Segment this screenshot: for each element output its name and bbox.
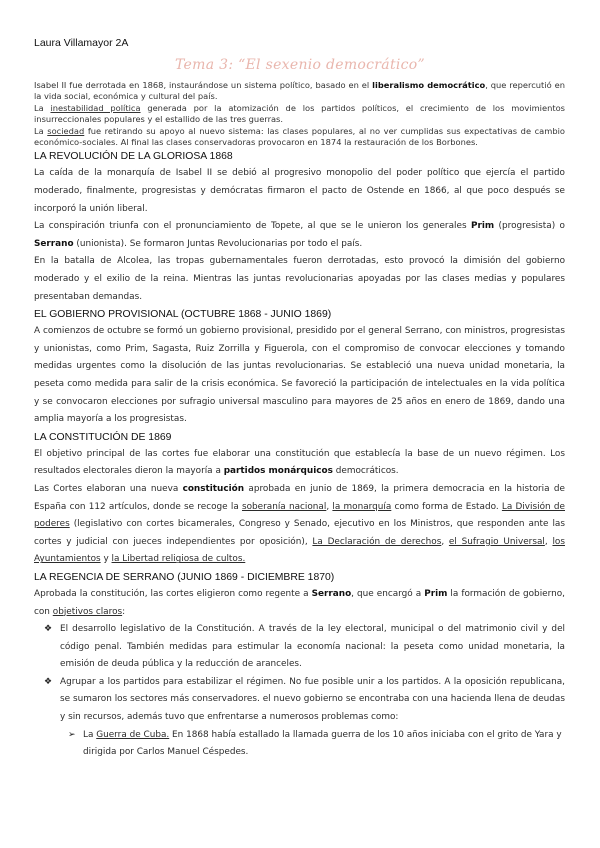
text-run: como forma de Estado. [391,501,502,512]
bold-term: liberalismo democrático [372,80,486,90]
intro-paragraph-2 [34,103,565,126]
objectives-list [34,621,565,727]
underlined-term: la Libertad religiosa de cultos. [111,554,246,565]
text-run: La [34,102,51,113]
text-run: : [122,606,126,617]
document-body [34,80,565,762]
underlined-term: el Sufragio Universal [448,536,545,547]
text-run: la formación de gobierno, con [34,588,565,617]
underlined-term: la monarquía [332,501,392,512]
intro-paragraph-3 [34,126,565,149]
paragraph: La caída de la monarquía de Isabel II se debió al progresivo monopolio del poder político que ejercía el partido moderado, finalmente, progresistas y demócratas firmaron el pacto de Ostende en 1866, al que poco después se incorporó la unión liberal. [34,168,565,214]
text-run: , que repercutió en la vida social, económica y cultural del país. [34,80,565,102]
bold-term: constitución [182,483,245,494]
arrow-bullet-icon: ➢ [68,729,76,740]
underlined-term: soberanía nacional [241,501,327,512]
list-item-text: El desarrollo legislativo de la Constitución. A través de la ley electoral, municipal o del matrimonio civil y del código penal. También medidas para estimular la economía nacional: la peseta como unidad monetaria, la emisión de deuda pública y la reducción de aranceles. [60,624,565,670]
text-run: , que encargó a [351,588,425,599]
paragraph [34,481,565,569]
underlined-term: La División de poderes [34,501,565,530]
underlined-term: sociedad [47,125,85,136]
text-run: Isabel II fue derrotada en 1868, instaurándose un sistema político, basado en el [34,80,373,90]
text-run: (progresista) o [494,221,565,232]
list-item [44,621,565,674]
text-run: Aprobada la constitución, las cortes eligieron como regente a [34,588,312,599]
diamond-bullet-icon: ❖ [44,624,53,635]
section-revolucion [34,148,565,306]
paragraph: En la batalla de Alcolea, las tropas gubernamentales fueron derrotadas, esto provocó la dimisión del gobierno moderado y el exilio de la reina. Mientras las juntas revolucionarias apoyadas por las clases medias y populares presentaban demandas. [34,256,565,302]
bold-term: Serrano [34,238,74,249]
underlined-term: La Declaración de derechos [312,536,442,547]
text-run: La [83,729,97,740]
section-constitucion [34,429,565,569]
text-run: y [100,554,112,565]
text-run: El objetivo principal de las cortes fue elaborar una constitución que establecía la base de un nuevo régimen. Los resultados electorales dieron la mayoría a [34,448,565,477]
text-run: La [34,125,48,136]
section-heading: LA REVOLUCIÓN DE LA GLORIOSA 1868 [34,151,233,163]
paragraph [34,446,565,481]
bold-term: Prim [470,221,495,232]
underlined-term: objetivos claros [52,606,123,617]
intro-paragraph-1 [34,80,565,103]
text-run: , [544,536,553,547]
problems-list [34,727,565,762]
underlined-term: Guerra de Cuba. [96,729,170,740]
list-item [68,727,565,762]
underlined-term: inestabilidad política [50,102,141,113]
paragraph [34,586,565,621]
section-heading: LA CONSTITUCIÓN DE 1869 [34,431,172,443]
diamond-bullet-icon: ❖ [44,676,53,687]
bold-term: partidos monárquicos [223,466,333,477]
underlined-term: los Ayuntamientos [34,536,565,565]
text-run: democráticos. [332,466,399,477]
section-heading: EL GOBIERNO PROVISIONAL (OCTUBRE 1868 - JUNIO 1869) [34,309,332,321]
section-gobierno-provisional [34,306,565,429]
text-run: (unionista). Se formaron Juntas Revolucionarias por todo el país. [73,238,363,249]
text-run: La conspiración triunfa con el pronunciamiento de Topete, al que se le unieron los generales [34,221,471,232]
section-heading: LA REGENCIA DE SERRANO (JUNIO 1869 - DICIEMBRE 1870) [34,571,335,583]
list-item [44,674,565,727]
text-run: aprobada en junio de 1869, la primera democracia en la historia de España con 112 artículos, donde se recoge la [34,483,565,512]
text-run: fue retirando su apoyo al nuevo sistema: las clases populares, al no ver cumplidas sus expectativas de cambio económico-sociales. Al final las clases conservadoras provocaron en 1874 la restauración de los Borbones. [34,125,565,148]
list-item-text: Agrupar a los partidos para estabilizar el régimen. No fue posible unir a los partidos. A la oposición republicana, se sumaron los sectores más conservadores. el nuevo gobierno se encontraba con una hacienda llena de deudas y sin recursos, además tuvo que enfrentarse a numerosos problemas como: [60,676,565,723]
paragraph [34,218,565,253]
text-run: generada por la atomización de los partidos políticos, el crecimiento de los movimientos insurreccionales populares y el estallido de las tres guerras. [34,102,565,125]
text-run: En 1868 había estallado la llamada guerra de los 10 años iniciaba con el grito de Yara y dirigida por Carlos Manuel Céspedes. [83,729,562,758]
text-run: , [326,501,333,512]
paragraph: A comienzos de octubre se formó un gobierno provisional, presidido por el general Serrano, con ministros, progresistas y unionistas, como Prim, Sagasta, Ruiz Zorrilla y Figuerola, con el compromiso de convocar elecciones y tomando medidas urgentes como la disolución de las juntas revolucionarias. Se estableció una nueva unidad monetaria, la peseta como medida para salir de la crisis económica. Se favoreció la participación de intelectuales en la vida política y se convocaron elecciones por sufragio universal masculino para mayores de 25 años en enero de 1869, dando una amplia mayoría a los progresistas. [34,326,565,425]
bold-term: Prim [424,588,448,599]
author-name: Laura Villamayor 2A [34,37,129,49]
bold-term: Serrano [311,588,352,599]
intro-section [34,80,565,148]
document-title: Tema 3: “El sexenio democrático” [175,57,425,73]
text-run: (legislativo con cortes bicamerales, Congreso y Senado, ejecutivo en los Ministros, que responden ante las cortes y judicial con jueces independientes por oposición), [34,519,565,547]
text-run: , [441,536,449,547]
section-regencia [34,569,565,762]
text-run: Las Cortes elaboran una nueva [34,483,183,494]
